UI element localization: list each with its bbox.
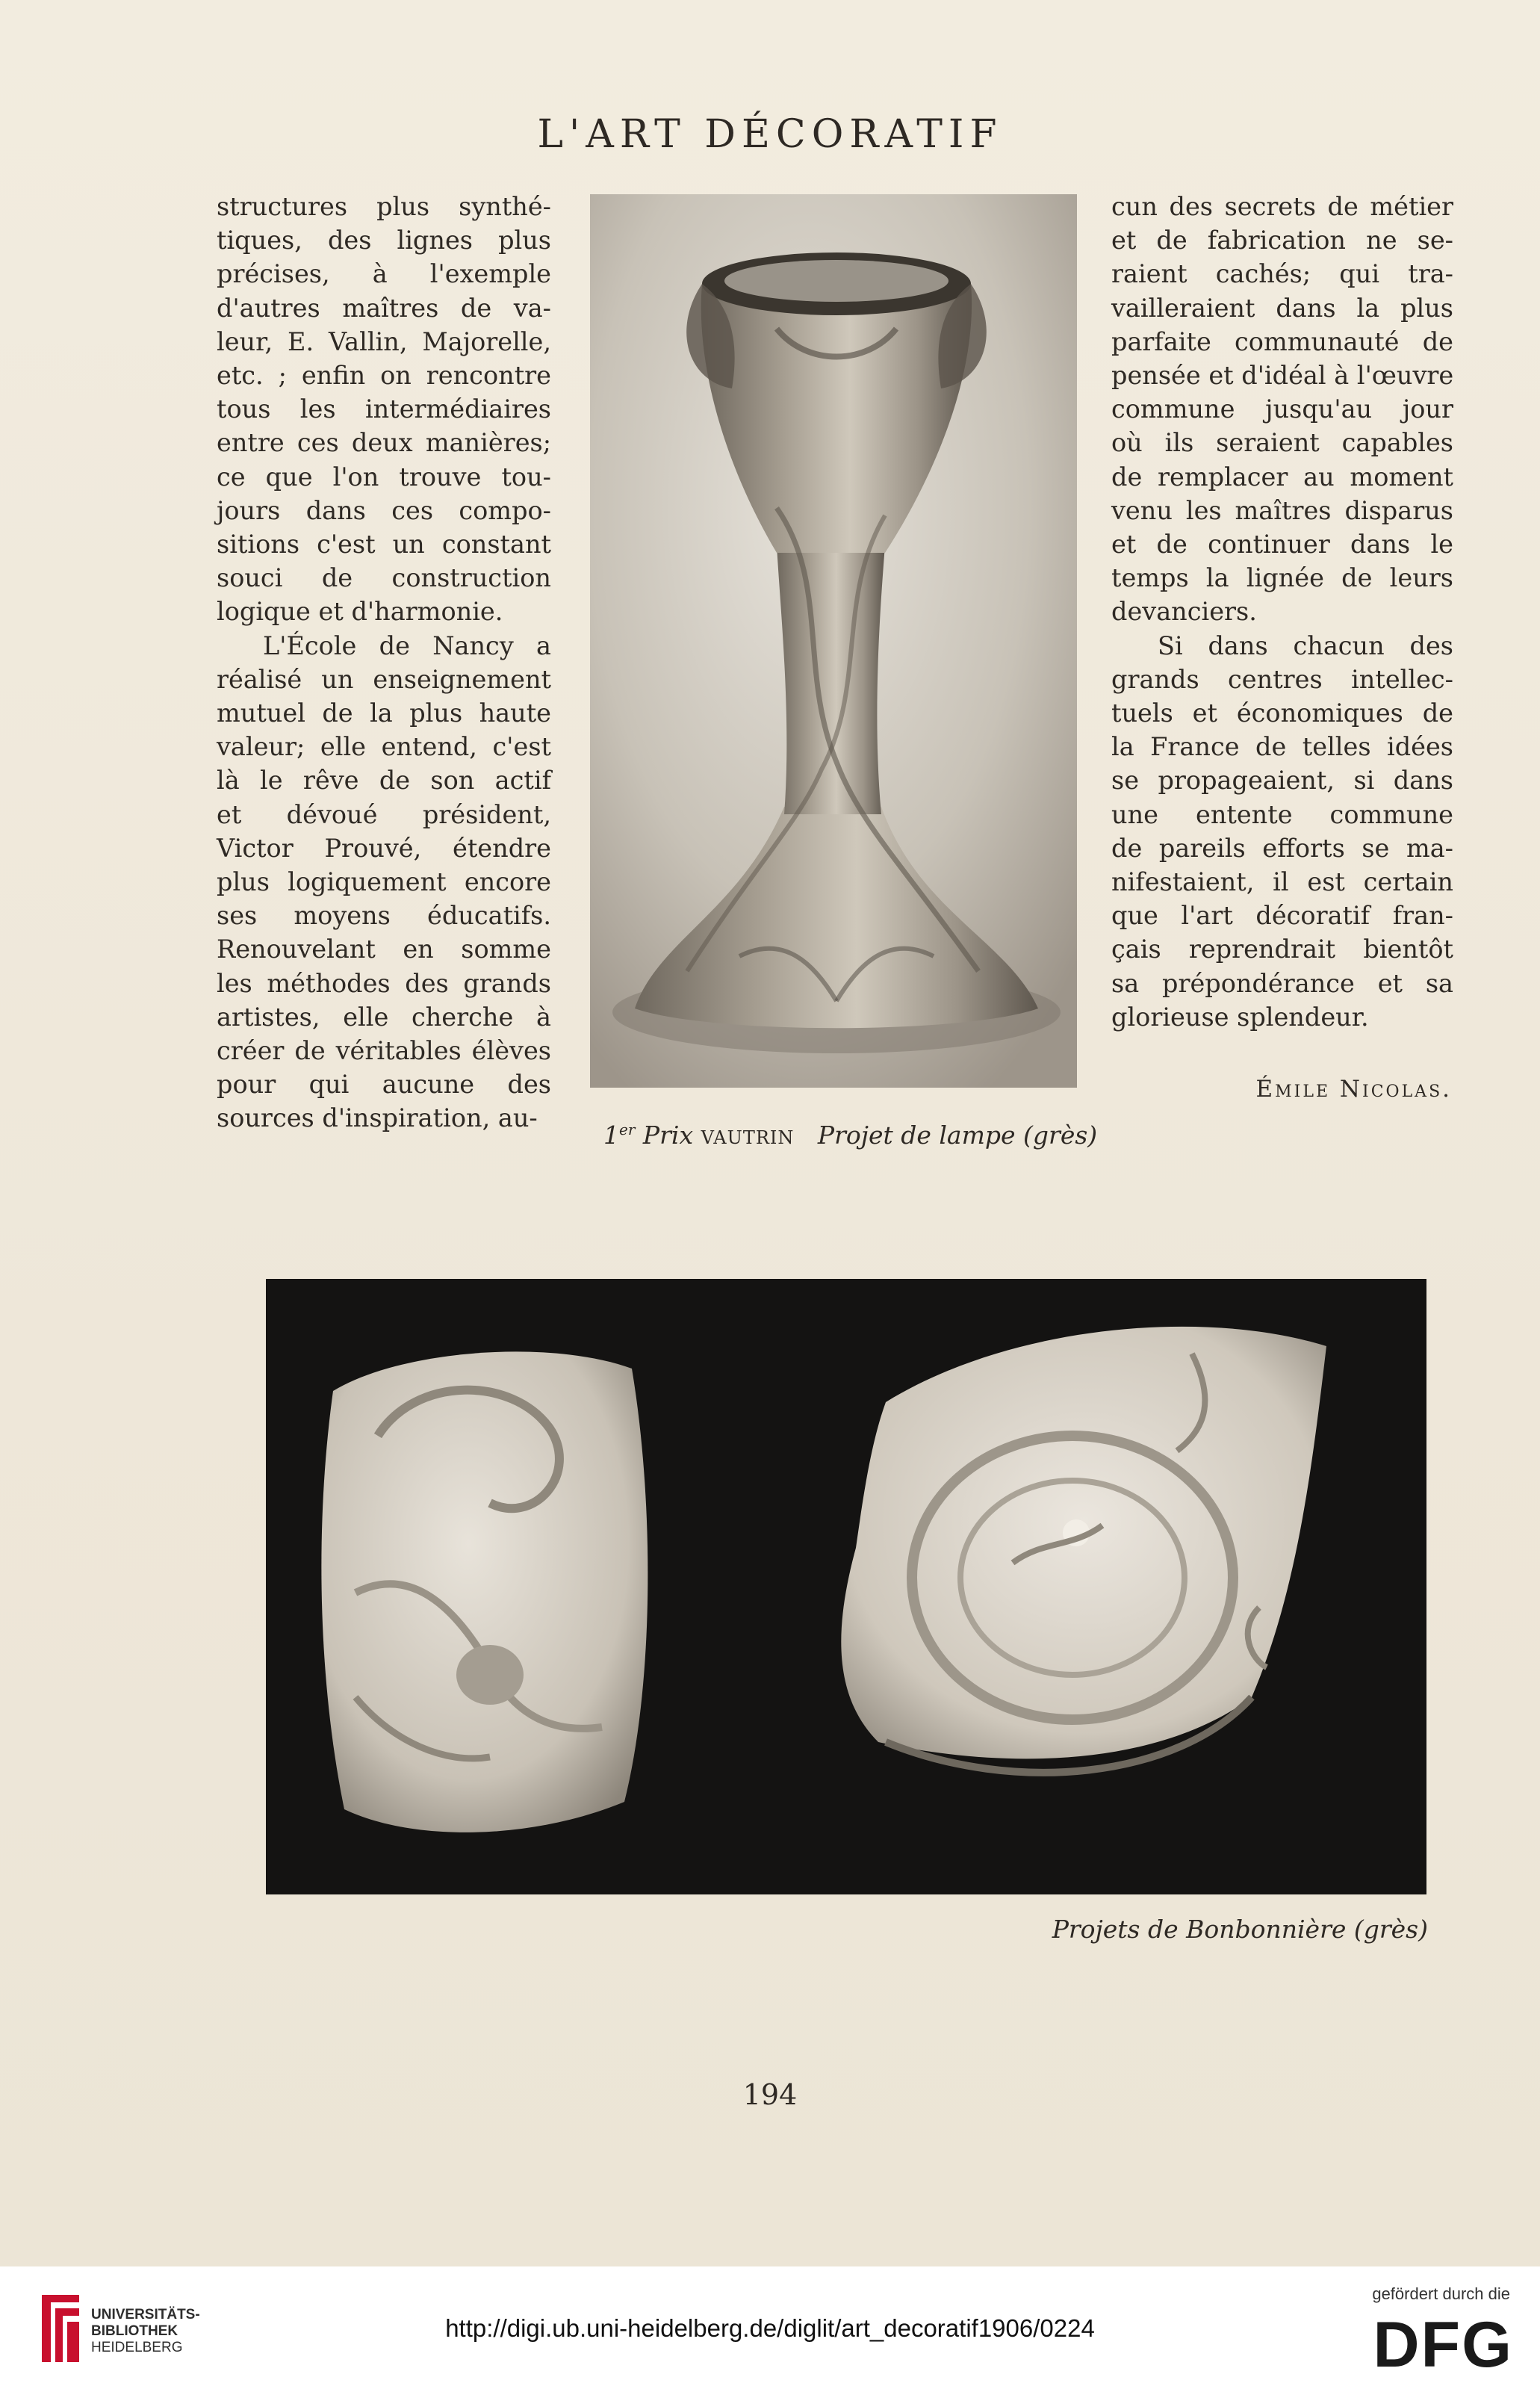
funded-by-label: gefördert durch die [1372, 2284, 1510, 2303]
text-line: cun des secrets de métier [1111, 192, 1453, 221]
author-signature: Émile Nicolas. [1255, 1076, 1452, 1103]
text-line: se propageaient, si dans [1111, 766, 1453, 796]
text-line: tous les intermédiaires [217, 394, 551, 424]
dfg-logo[interactable]: DFG [1373, 2309, 1513, 2381]
text-line: valeur; elle entend, c'est [217, 732, 551, 762]
text-line: temps la lignée de leurs [1111, 563, 1453, 593]
text-line: et de fabrication ne se- [1111, 226, 1453, 255]
library-line-3: HEIDELBERG [91, 2340, 183, 2355]
left-text-column [217, 190, 551, 1135]
text-line: sitions c'est un constant [217, 530, 551, 560]
caption-prize-number: 1 [603, 1121, 619, 1150]
text-line: que l'art décoratif fran- [1111, 901, 1453, 931]
caption-prize-word: Prix [642, 1121, 694, 1150]
text-line: créer de véritables élèves [217, 1036, 551, 1066]
text-line: structures plus synthé- [217, 192, 551, 221]
right-text-column [1111, 190, 1453, 1034]
text-line: entre ces deux manières; [217, 428, 551, 458]
footer [0, 2266, 1540, 2386]
text-line: là le rêve de son actif [217, 766, 551, 796]
text-line: où ils seraient capables [1111, 428, 1453, 458]
text-line: artistes, elle cherche à [217, 1002, 551, 1032]
text-line: parfaite communauté de [1111, 326, 1453, 356]
library-line-1: UNIVERSITÄTS- [91, 2307, 200, 2323]
text-line: précises, à l'exemple [217, 259, 551, 289]
text-line: jours dans ces compo- [217, 495, 551, 525]
text-line: pensée et d'idéal à l'œuvre [1111, 361, 1454, 391]
text-line: venu les maîtres disparus [1111, 495, 1453, 525]
text-line: et dévoué président, [217, 799, 551, 829]
text-line: de pareils efforts se ma- [1111, 833, 1453, 863]
bonbonniere-caption: Projets de Bonbonnière (grès) [1052, 1915, 1428, 1944]
text-line: ce que l'on trouve tou- [217, 462, 551, 492]
text-line: pour qui aucune des [217, 1070, 551, 1100]
bonbonniere-illustration [266, 1279, 1426, 1894]
text-line: réalisé un enseignement [217, 664, 551, 694]
text-line: vailleraient dans la plus [1111, 293, 1453, 323]
text-line: nifestaient, il est certain [1111, 867, 1453, 897]
text-line: etc. ; enfin on rencontre [217, 361, 551, 391]
text-line: ses moyens éducatifs. [217, 901, 551, 931]
text-line: Renouvelant en somme [217, 935, 551, 964]
lamp-photograph [590, 194, 1077, 1088]
text-line: sources d'inspiration, au- [217, 1103, 538, 1133]
page-number: 194 [742, 2078, 798, 2111]
text-line: et de continuer dans le [1111, 530, 1453, 560]
lamp-illustration [590, 194, 1077, 1088]
text-line: de remplacer au moment [1111, 462, 1453, 492]
text-line: Victor Prouvé, étendre [217, 833, 551, 863]
text-line: raient cachés; qui tra- [1111, 259, 1453, 289]
text-line: une entente commune [1111, 799, 1453, 829]
source-url-link[interactable]: http://digi.ub.uni-heidelberg.de/diglit/art_decoratif1906/0224 [445, 2314, 1095, 2342]
bonbonniere-photograph [266, 1279, 1426, 1894]
text-line: sa prépondérance et sa [1111, 968, 1453, 998]
text-line: tuels et économiques de [1111, 698, 1453, 728]
text-line: L'École de Nancy a [263, 630, 551, 660]
caption-prize-sup: er [619, 1121, 636, 1138]
text-line: tiques, des lignes plus [217, 226, 551, 255]
text-line: glorieuse splendeur. [1111, 1002, 1369, 1032]
lamp-caption [603, 1121, 1097, 1150]
text-line: plus logiquement encore [217, 867, 551, 897]
text-line: Si dans chacun des [1158, 630, 1453, 660]
text-line: mutuel de la plus haute [217, 698, 551, 728]
text-line: la France de telles idées [1111, 732, 1453, 762]
text-line: d'autres maîtres de va- [217, 293, 551, 323]
text-line: logique et d'harmonie. [217, 597, 503, 627]
caption-title: Projet de lampe (grès) [817, 1121, 1098, 1150]
text-line: çais reprendrait bientôt [1111, 935, 1453, 964]
text-line: commune jusqu'au jour [1111, 394, 1453, 424]
library-line-2: BIBLIOTHEK [91, 2323, 178, 2339]
text-line: grands centres intellec- [1111, 664, 1453, 694]
caption-author: VAUTRIN [701, 1127, 795, 1148]
text-line: les méthodes des grands [217, 968, 551, 998]
text-line: devanciers. [1111, 597, 1257, 627]
running-title: L'ART DÉCORATIF [537, 112, 1003, 157]
text-line: souci de construction [217, 563, 551, 593]
text-line: leur, E. Vallin, Majorelle, [217, 326, 551, 356]
